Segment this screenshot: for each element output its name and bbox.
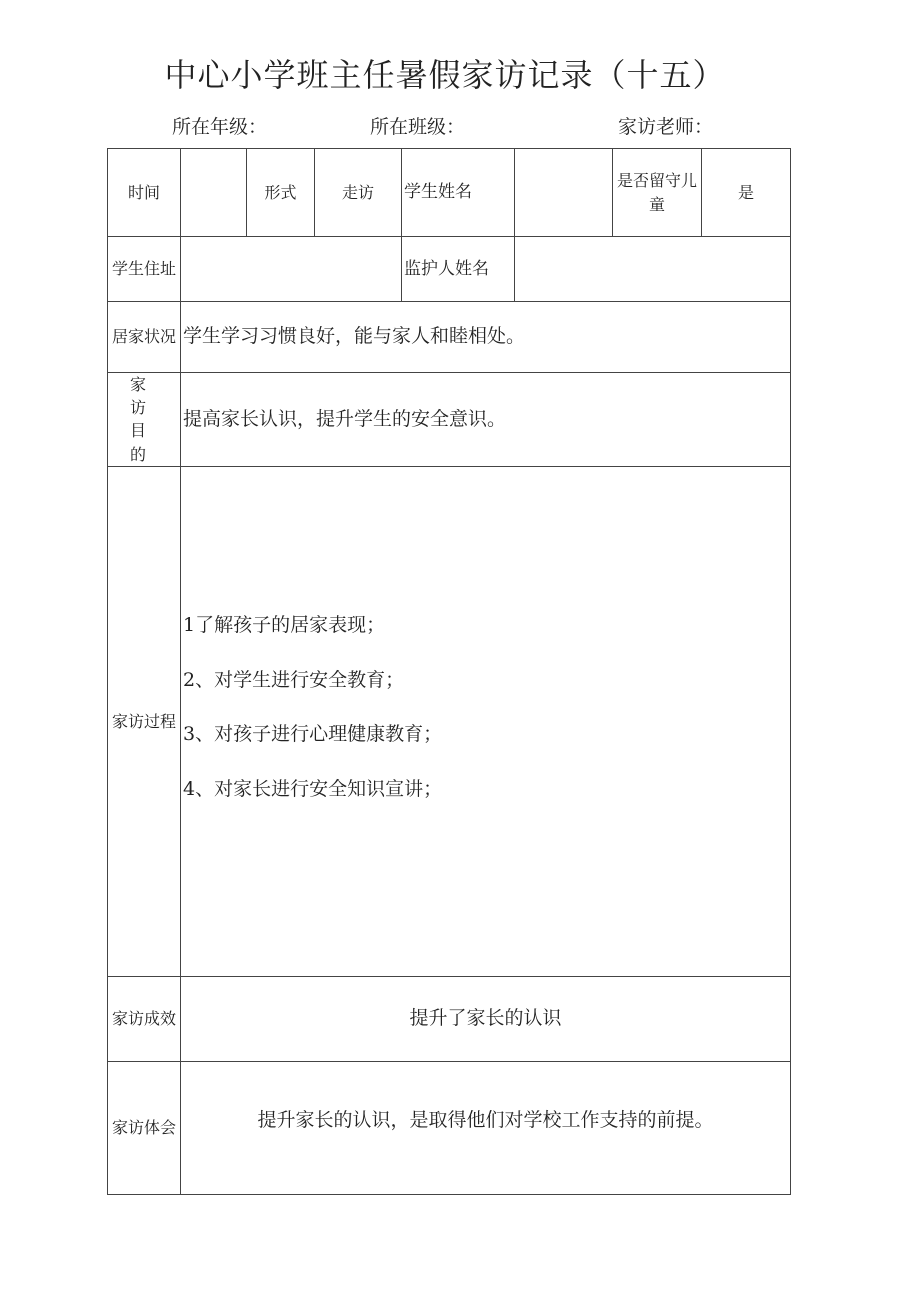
- table-row: [108, 466, 791, 976]
- list-item: 1了解孩子的居家表现；: [183, 614, 386, 637]
- guardian-label: 监护人姓名: [402, 237, 515, 302]
- address-value: [181, 237, 402, 302]
- visit-record-table: [107, 148, 791, 1195]
- address-label: 学生住址: [108, 237, 181, 302]
- list-item: 4、对家长进行安全知识宣讲；: [183, 777, 443, 800]
- student-name-value: [515, 149, 613, 237]
- left-behind-label: 是否留守儿童: [613, 149, 702, 237]
- reflection-value: 提升家长的认识，是取得他们对学校工作支持的前提。: [181, 1061, 791, 1194]
- table-row: [108, 976, 791, 1061]
- list-item: 3、对孩子进行心理健康教育；: [183, 723, 443, 746]
- reflection-label: 家访体会: [108, 1061, 181, 1194]
- guardian-value: [515, 237, 791, 302]
- table-row: [108, 302, 791, 373]
- teacher-label: 家访老师：: [618, 116, 714, 138]
- page-title: 中心小学班主任暑假家访记录（十五）: [164, 56, 726, 94]
- class-label: 所在班级：: [370, 116, 466, 138]
- home-status-label: 居家状况: [108, 302, 181, 373]
- process-label: 家访过程: [108, 466, 181, 976]
- home-status-value: 学生学习习惯良好，能与家人和睦相处。: [181, 302, 791, 373]
- purpose-value: 提高家长认识，提升学生的安全意识。: [181, 373, 791, 467]
- process-content: [181, 466, 791, 976]
- result-label: 家访成效: [108, 976, 181, 1061]
- list-item: 2、对学生进行安全教育；: [183, 668, 405, 691]
- table-row: [108, 237, 791, 302]
- form-value: 走访: [315, 149, 402, 237]
- time-label: 时间: [108, 149, 181, 237]
- left-behind-value: 是: [702, 149, 791, 237]
- student-name-label: 学生姓名: [402, 149, 515, 237]
- grade-label: 所在年级：: [172, 116, 268, 138]
- form-label: 形式: [247, 149, 315, 237]
- time-value: [181, 149, 247, 237]
- table-row: [108, 373, 791, 467]
- table-row: [108, 149, 791, 237]
- result-value: 提升了家长的认识: [181, 976, 791, 1061]
- table-row: [108, 1061, 791, 1194]
- purpose-label: 家访目的: [108, 373, 181, 467]
